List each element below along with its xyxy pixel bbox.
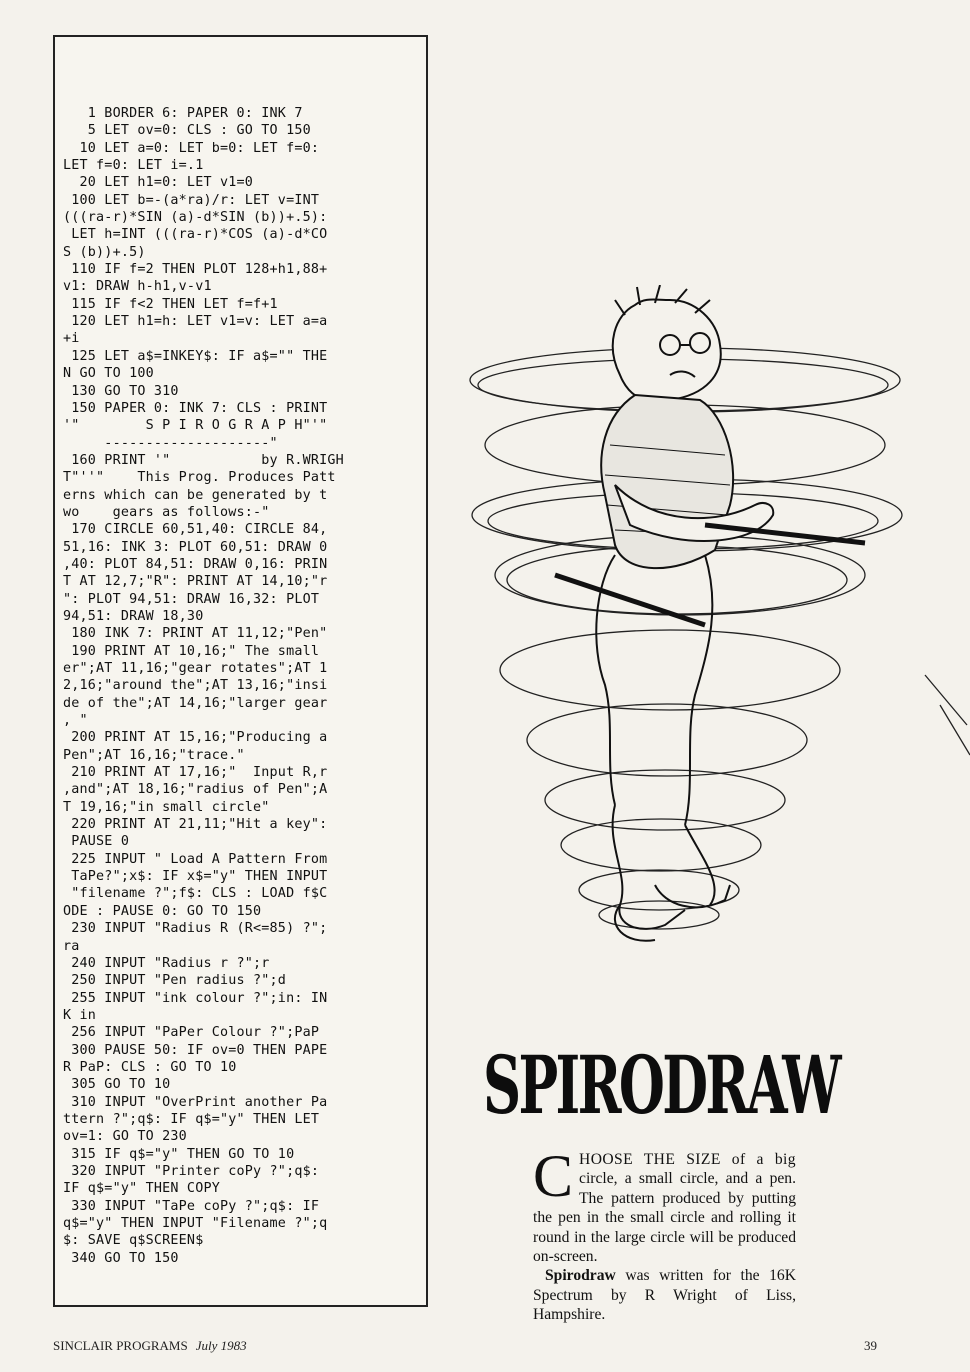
listing-line: 160 PRINT '" by R.WRIGH: [63, 452, 344, 468]
listing-line: ,40: PLOT 84,51: DRAW 0,16: PRIN: [63, 556, 328, 572]
listing-line: 320 INPUT "Printer coPy ?";q$:: [63, 1163, 320, 1179]
listing-line: 100 LET b=-(a*ra)/r: LET v=INT: [63, 192, 320, 208]
listing-line: 315 IF q$="y" THEN GO TO 10: [63, 1146, 295, 1162]
listing-line: v1: DRAW h-h1,v-v1: [63, 279, 212, 295]
listing-line: 255 INPUT "ink colour ?";in: IN: [63, 990, 328, 1006]
listing-line: K in: [63, 1007, 97, 1023]
magazine-name: SINCLAIR PROGRAMS: [53, 1338, 188, 1353]
listing-line: 94,51: DRAW 18,30: [63, 608, 204, 624]
listing-line: (((ra-r)*SIN (a)-d*SIN (b))+.5):: [63, 210, 328, 226]
running-footer: [53, 1338, 247, 1354]
listing-line: 10 LET a=0: LET b=0: LET f=0:: [63, 140, 320, 156]
listing-line: de of the";AT 14,16;"larger gear: [63, 695, 328, 711]
credit-paragraph: [533, 1266, 796, 1324]
listing-line: 220 PRINT AT 21,11;"Hit a key":: [63, 817, 328, 833]
listing-line: N GO TO 100: [63, 366, 154, 382]
credit-text: was written for the 16K Spectrum by R Wright of Liss, Hampshire.: [533, 1267, 796, 1324]
listing-line: "filename ?";f$: CLS : LOAD f$C: [63, 886, 328, 902]
page-number: 39: [864, 1338, 877, 1353]
listing-line: 210 PRINT AT 17,16;" Input R,r: [63, 765, 328, 781]
listing-line: 200 PRINT AT 15,16;"Producing a: [63, 730, 328, 746]
listing-line: T 19,16;"in small circle": [63, 799, 270, 815]
listing-line: 190 PRINT AT 10,16;" The small: [63, 643, 320, 659]
listing-line: --------------------": [63, 435, 278, 451]
listing-line: ov=1: GO TO 230: [63, 1129, 187, 1145]
listing-line: 240 INPUT "Radius r ?";r: [63, 955, 270, 971]
listing-line: '" S P I R O G R A P H"'": [63, 418, 328, 434]
listing-line: R PaP: CLS : GO TO 10: [63, 1059, 237, 1075]
intro-text: circle, a small circle, and a pen. The pattern produced by putting the pen in the small circle and rolling it round in the large circle will be produced on-screen.: [533, 1170, 796, 1266]
listing-line: 125 LET a$=INKEY$: IF a$="" THE: [63, 348, 328, 364]
listing-line: erns which can be generated by t: [63, 487, 328, 503]
listing-line: +i: [63, 331, 80, 347]
listing-line: 225 INPUT " Load A Pattern From: [63, 851, 328, 867]
listing-line: 1 BORDER 6: PAPER 0: INK 7: [63, 106, 303, 121]
listing-line: T"''" This Prog. Produces Patt: [63, 470, 336, 486]
listing-line: wo gears as follows:-": [63, 504, 270, 520]
listing-line: 170 CIRCLE 60,51,40: CIRCLE 84,: [63, 522, 328, 538]
listing-line: 120 LET h1=h: LET v1=v: LET a=a: [63, 314, 328, 330]
cartoon-illustration: [455, 285, 970, 950]
listing-line: 250 INPUT "Pen radius ?";d: [63, 973, 287, 989]
listing-line: 230 INPUT "Radius R (R<=85) ?";: [63, 921, 328, 937]
article-title: SPIRODRAW: [483, 1038, 839, 1132]
listing-line: LET h=INT (((ra-r)*COS (a)-d*CO: [63, 227, 328, 243]
listing-line: 256 INPUT "PaPer Colour ?";PaP: [63, 1025, 320, 1041]
listing-line: q$="y" THEN INPUT "Filename ?";q: [63, 1216, 328, 1231]
listing-line: Pen";AT 16,16;"trace.": [63, 747, 245, 763]
listing-line: 300 PAUSE 50: IF ov=0 THEN PAPE: [63, 1042, 328, 1058]
listing-line: 130 GO TO 310: [63, 383, 179, 399]
listing-line: , ": [63, 713, 88, 729]
listing-line: er";AT 11,16;"gear rotates";AT 1: [63, 661, 328, 676]
listing-line: ODE : PAUSE 0: GO TO 150: [63, 903, 262, 919]
listing-line: 305 GO TO 10: [63, 1077, 171, 1093]
listing-line: 150 PAPER 0: INK 7: CLS : PRINT: [63, 400, 328, 416]
drop-cap: C: [533, 1143, 574, 1209]
listing-line: 20 LET h1=0: LET v1=0: [63, 175, 254, 191]
listing-line: S (b))+.5): [63, 244, 146, 260]
listing-line: 115 IF f<2 THEN LET f=f+1: [63, 296, 278, 312]
listing-line: 2,16;"around the";AT 13,16;"insi: [63, 678, 328, 694]
listing-line: 310 INPUT "OverPrint another Pa: [63, 1094, 328, 1110]
listing-line: IF q$="y" THEN COPY: [63, 1181, 220, 1197]
listing-line: 180 INK 7: PRINT AT 11,12;"Pen": [63, 626, 328, 642]
intro-lead-in: HOOSE THE SIZE of a big: [579, 1151, 796, 1168]
listing-line: ra: [63, 938, 80, 954]
program-listing-box: [53, 35, 428, 1307]
listing-line: ": PLOT 94,51: DRAW 16,32: PLOT: [63, 591, 320, 607]
listing-line: LET f=0: LET i=.1: [63, 158, 204, 174]
listing-line: 110 IF f=2 THEN PLOT 128+h1,88+: [63, 262, 328, 278]
listing-line: $: SAVE q$SCREEN$: [63, 1233, 204, 1249]
program-name: Spirodraw: [545, 1267, 616, 1285]
listing-line: 5 LET ov=0: CLS : GO TO 150: [63, 123, 311, 139]
listing-line: TaPe?";x$: IF x$="y" THEN INPUT: [63, 869, 328, 885]
issue-date: July 1983: [195, 1338, 247, 1353]
listing-line: 51,16: INK 3: PLOT 60,51: DRAW 0: [63, 539, 328, 555]
listing-line: ,and";AT 18,16;"radius of Pen";A: [63, 782, 328, 798]
listing-line: T AT 12,7;"R": PRINT AT 14,10;"r: [63, 574, 328, 590]
article-body: [533, 1143, 796, 1325]
program-listing: [63, 105, 425, 1267]
listing-line: 330 INPUT "TaPe coPy ?";q$: IF: [63, 1198, 320, 1214]
intro-paragraph: [533, 1143, 796, 1266]
listing-line: PAUSE 0: [63, 834, 130, 850]
listing-line: 340 GO TO 150: [63, 1250, 179, 1266]
listing-line: ttern ?";q$: IF q$="y" THEN LET: [63, 1111, 320, 1127]
